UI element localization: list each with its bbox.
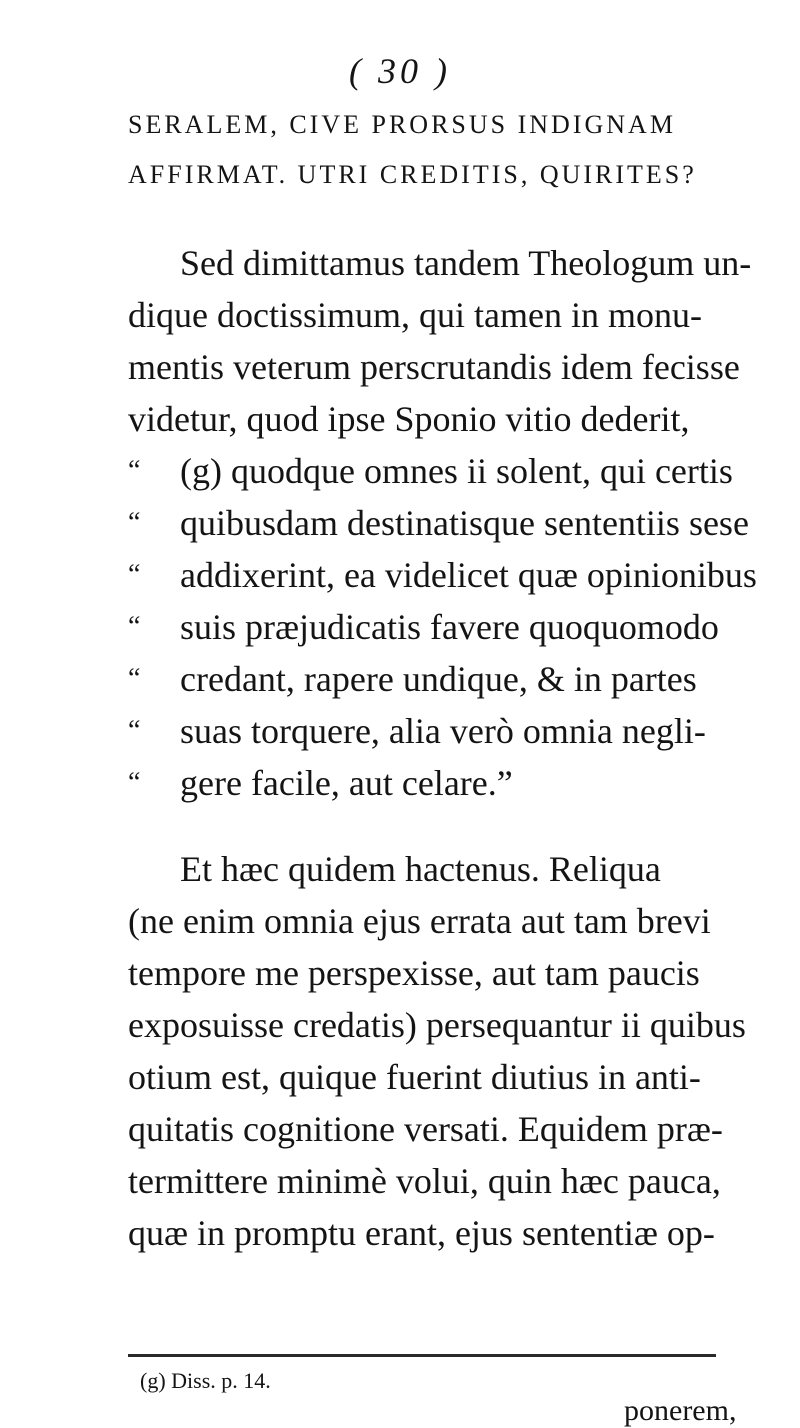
quote-mark: “ <box>128 611 141 642</box>
quote-text: gere facile, aut celare.” <box>180 763 513 803</box>
footnote: (g) Diss. p. 14. <box>140 1368 271 1393</box>
quote-text: suas torquere, alia verò omnia negli- <box>180 711 706 751</box>
quote-line-6 <box>128 708 706 754</box>
quote-line-1 <box>128 448 733 494</box>
paragraph-2-line-5: otium est, quique fuerint diutius in anti- <box>128 1057 701 1097</box>
paragraph-2-line-1: Et hæc quidem hactenus. Reliqua <box>180 849 661 889</box>
quote-text: quibusdam destinatisque sententiis sese <box>180 503 749 543</box>
quote-line-4 <box>128 604 719 650</box>
paragraph-2-line-4: exposuisse credatis) persequantur ii quibus <box>128 1005 746 1045</box>
quote-line-5 <box>128 656 697 702</box>
quote-mark: “ <box>128 559 141 590</box>
paragraph-2-line-8: quæ in promptu erant, ejus sententiæ op- <box>128 1213 715 1253</box>
paragraph-1-line-4: videtur, quod ipse Sponio vitio dederit, <box>128 399 690 439</box>
page-number: ( 30 ) <box>349 51 451 91</box>
paragraph-2-line-7: termittere minimè volui, quin hæc pauca, <box>128 1161 721 1201</box>
quote-mark: “ <box>128 507 141 538</box>
quote-line-7 <box>128 760 513 806</box>
paragraph-1-line-1: Sed dimittamus tandem Theologum un- <box>180 243 752 283</box>
quote-line-3 <box>128 552 757 598</box>
catchword: ponerem, <box>624 1394 737 1427</box>
quote-mark: “ <box>128 663 141 694</box>
footnote-rule <box>128 1354 716 1357</box>
heading-line-2: AFFIRMAT. UTRI CREDITIS, QUIRITES? <box>128 160 697 189</box>
quote-mark: “ <box>128 767 141 798</box>
quote-text: suis præjudicatis favere quoquomodo <box>180 607 719 647</box>
paragraph-2-line-3: tempore me perspexisse, aut tam paucis <box>128 953 700 993</box>
quote-text: addixerint, ea videlicet quæ opinionibus <box>180 555 757 595</box>
quote-mark: “ <box>128 455 141 486</box>
quote-line-2 <box>128 500 749 546</box>
quote-text: (g) quodque omnes ii solent, qui certis <box>180 451 733 491</box>
paragraph-2-line-2: (ne enim omnia ejus errata aut tam brevi <box>128 901 711 941</box>
quote-text: credant, rapere undique, & in partes <box>180 659 697 699</box>
paragraph-1-line-3: mentis veterum perscrutandis idem fecisse <box>128 347 740 387</box>
quote-mark: “ <box>128 715 141 746</box>
paragraph-1-line-2: dique doctissimum, qui tamen in monu- <box>128 295 702 335</box>
heading-line-1: SERALEM, CIVE PRORSUS INDIGNAM <box>128 110 676 139</box>
paragraph-2-line-6: quitatis cognitione versati. Equidem præ- <box>128 1109 723 1149</box>
